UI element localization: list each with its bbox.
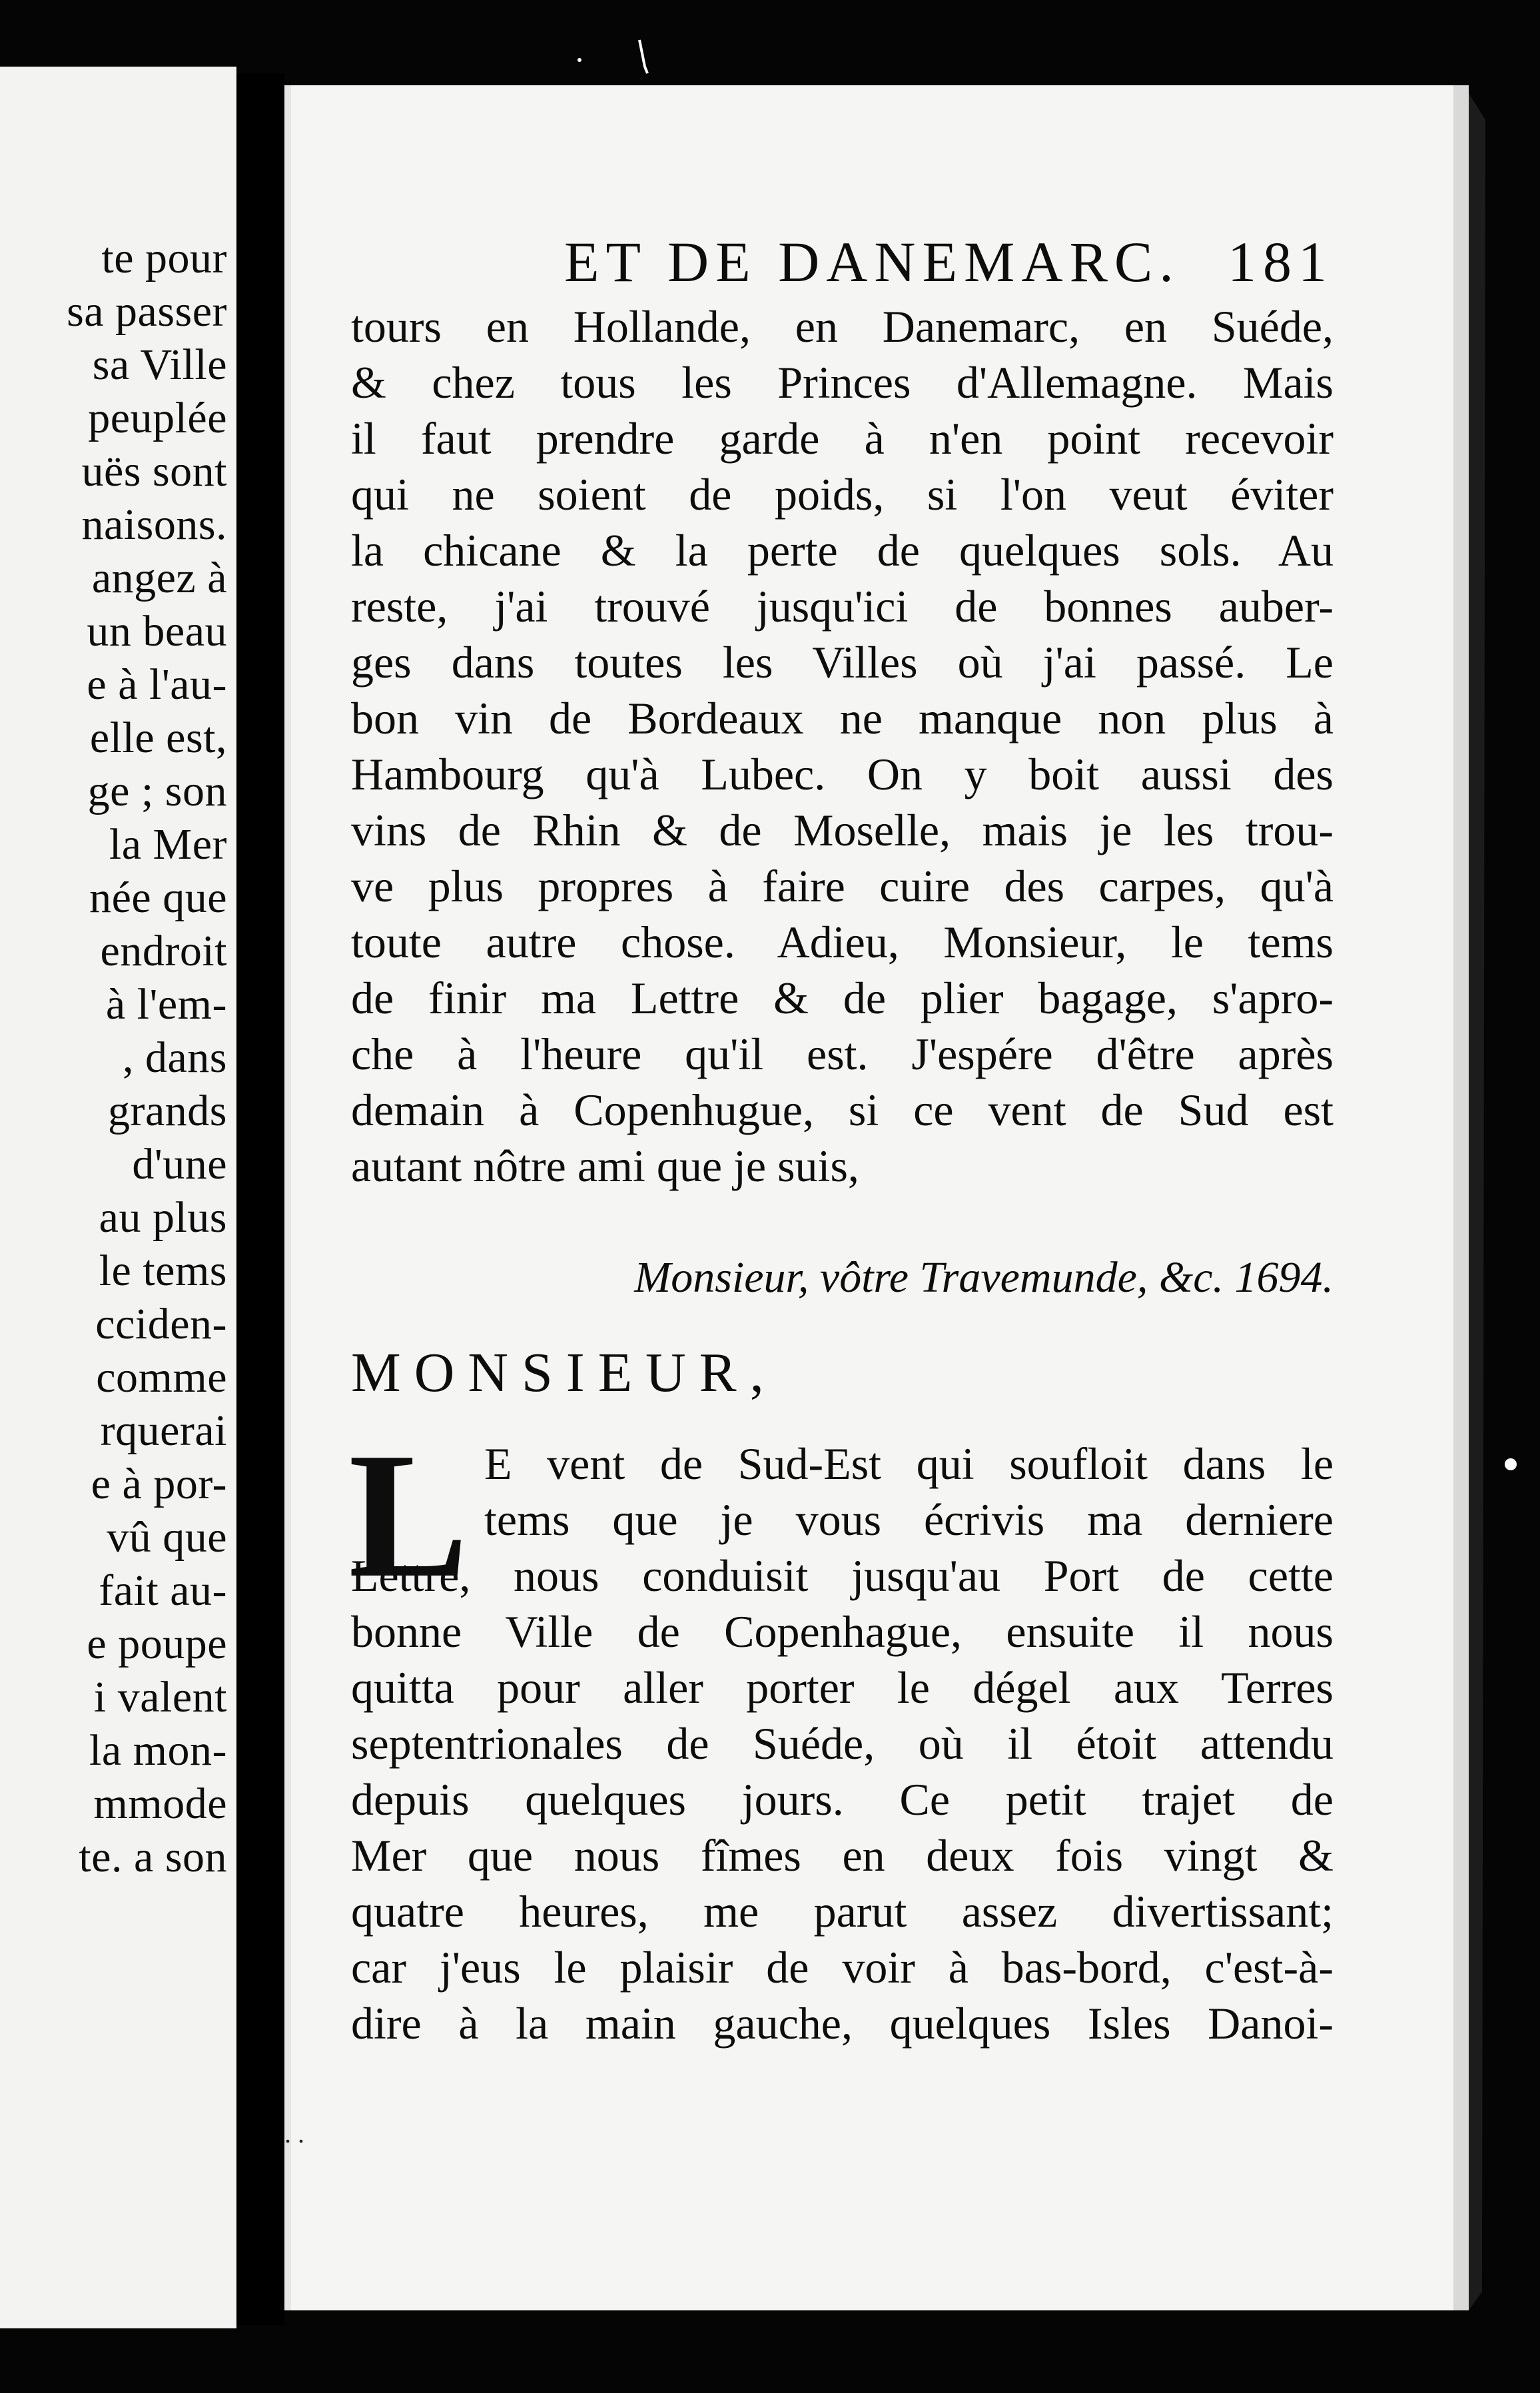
letter-signature: Monsieur, vôtre Travemunde, &c. 1694. xyxy=(634,1253,1334,1302)
text-line: demain à Copenhugue, si ce vent de Sud est xyxy=(351,1085,1334,1135)
left-page-line: grands xyxy=(108,1087,227,1135)
text-line: Mer que nous fîmes en deux fois vingt & xyxy=(351,1830,1334,1881)
text-line: car j'eus le plaisir de voir à bas-bord, c'est-à- xyxy=(351,1942,1334,1993)
left-page-line: d'une xyxy=(132,1140,227,1189)
text-line: ges dans toutes les Villes où j'ai passé. Le xyxy=(351,637,1334,688)
text-line: bonne Ville de Copenhague, ensuite il nous xyxy=(351,1606,1334,1657)
left-page-line: e poupe xyxy=(87,1620,227,1668)
right-page xyxy=(284,85,1469,2310)
text-line: Hambourg qu'à Lubec. On y boit aussi des xyxy=(351,749,1334,799)
text-line: & chez tous les Princes d'Allemagne. Mais xyxy=(351,357,1334,408)
text-line: Lettre, nous conduisit jusqu'au Port de cette xyxy=(351,1550,1334,1601)
left-page-line: endroit xyxy=(100,927,227,975)
left-page-line: rquerai xyxy=(100,1406,227,1455)
text-line: il faut prendre garde à n'en point recevoir xyxy=(351,413,1334,464)
left-page-line: ge ; son xyxy=(87,767,227,815)
left-page-line: naisons. xyxy=(81,500,227,549)
running-head xyxy=(564,225,1334,298)
left-page-line: e à l'au- xyxy=(87,660,227,709)
left-page-fragment xyxy=(0,67,236,2328)
left-page-line: la mon- xyxy=(89,1726,227,1775)
left-page-line: , dans xyxy=(123,1033,227,1082)
text-line: qui ne soient de poids, si l'on veut éviter xyxy=(351,469,1334,520)
left-page-line: sa passer xyxy=(67,287,227,336)
left-page-line: peuplée xyxy=(88,394,227,442)
drop-cap-initial: L xyxy=(348,1416,469,1615)
letter-salutation: MONSIEUR, xyxy=(351,1342,777,1404)
text-line: vins de Rhin & de Moselle, mais je les trou- xyxy=(351,805,1334,855)
running-head-title: ET DE DANEMARC. xyxy=(564,230,1180,294)
text-line: che à l'heure qu'il est. J'espére d'être après xyxy=(351,1029,1334,1079)
left-page-line: née que xyxy=(89,873,227,922)
left-page-line: mmode xyxy=(93,1779,227,1828)
left-page-line: cciden- xyxy=(95,1300,227,1348)
text-line: dire à la main gauche, quelques Isles Danoi- xyxy=(351,1998,1334,2049)
text-line: reste, j'ai trouvé jusqu'ici de bonnes auber- xyxy=(351,581,1334,632)
left-page-line: la Mer xyxy=(109,820,227,869)
left-page-line: elle est, xyxy=(89,714,227,762)
text-line: de finir ma Lettre & de plier bagage, s'apro- xyxy=(351,973,1334,1023)
left-page-line: sa Ville xyxy=(92,340,227,389)
left-page-line: au plus xyxy=(99,1193,227,1242)
left-page-line: i valent xyxy=(93,1673,227,1721)
left-page-line: angez à xyxy=(91,554,227,602)
left-page-line: e à por- xyxy=(91,1460,227,1508)
text-line: quitta pour aller porter le dégel aux Terres xyxy=(351,1662,1334,1713)
left-page-line: un beau xyxy=(87,607,227,656)
text-line: bon vin de Bordeaux ne manque non plus à xyxy=(351,693,1334,743)
page-number: 181 xyxy=(1228,230,1334,294)
left-page-line: uës sont xyxy=(81,447,227,496)
left-page-line: vû que xyxy=(107,1513,227,1562)
text-line: ve plus propres à faire cuire des carpes, qu'à xyxy=(351,861,1334,911)
text-line: autant nôtre ami que je suis, xyxy=(351,1141,859,1191)
letter-closing-paragraph xyxy=(351,298,1334,1194)
text-line: toute autre chose. Adieu, Monsieur, le tems xyxy=(351,917,1334,967)
text-line: septentrionales de Suéde, où il étoit attendu xyxy=(351,1718,1334,1769)
printer-mark: . . xyxy=(284,2119,304,2149)
text-line: depuis quelques jours. Ce petit trajet de xyxy=(351,1774,1334,1825)
text-line: tems que je vous écrivis ma derniere xyxy=(484,1494,1334,1545)
new-letter-opening-lines xyxy=(484,1436,1334,1548)
text-line: quatre heures, me parut assez divertissant; xyxy=(351,1886,1334,1937)
left-page-line: fait au- xyxy=(99,1566,227,1615)
left-page-line: le tems xyxy=(99,1246,227,1295)
left-page-line: comme xyxy=(96,1353,227,1402)
text-line: E vent de Sud-Est qui soufloit dans le xyxy=(484,1438,1334,1489)
text-line: la chicane & la perte de quelques sols. Au xyxy=(351,525,1334,576)
new-letter-paragraph xyxy=(351,1548,1334,2051)
left-page-line: te. a son xyxy=(79,1833,227,1881)
left-page-line: te pour xyxy=(101,234,227,282)
left-page-line: à l'em- xyxy=(105,980,227,1029)
text-line: tours en Hollande, en Danemarc, en Suéde, xyxy=(351,301,1334,352)
